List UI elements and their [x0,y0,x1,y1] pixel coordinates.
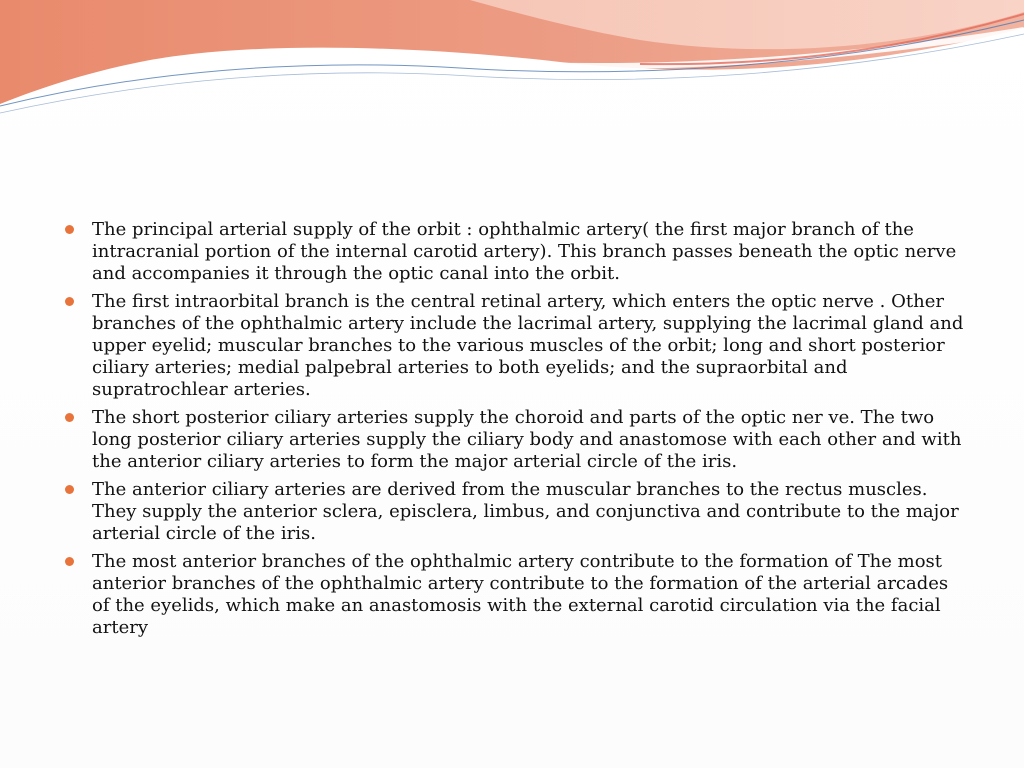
bullet-item [62,219,967,285]
bullet-text: The first intraorbital branch is the central retinal artery, which enters the optic nerve . Other branches of the ophthalmic artery include the lacrimal artery, supplying the lacrimal gland and upper eyelid; muscular branches to the various muscles of the orbit; long and short posterior ciliary arteries; medial palpebral arteries to both eyelids; and the supraorbital and supratrochlear arteries. [92,291,964,400]
bullet-dot-icon [65,557,74,566]
bullet-text: The principal arterial supply of the orbit : ophthalmic artery( the first major branch of the intracranial portion of the internal carotid artery). This branch passes beneath the optic nerve and accompanies it through the optic canal into the orbit. [92,219,957,284]
header-wave-decoration [0,0,1024,130]
bullet-dot-icon [65,297,74,306]
bullet-item [62,291,967,401]
bullet-item [62,551,967,639]
bullet-list [62,219,967,639]
bullet-text: The anterior ciliary arteries are derived from the muscular branches to the rectus muscles. They supply the anterior sclera, episclera, limbus, and conjunctiva and contribute to the major arterial circle of the iris. [92,479,959,544]
slide-content [62,219,967,645]
bullet-dot-icon [65,485,74,494]
bullet-item [62,407,967,473]
bullet-text: The most anterior branches of the ophthalmic artery contribute to the formation of The most anterior branches of the ophthalmic artery contribute to the formation of the arterial arcades of the eyelids, which make an anastomosis with the external carotid circulation via the facial artery [92,551,949,638]
bullet-text: The short posterior ciliary arteries supply the choroid and parts of the optic ner ve. The two long posterior ciliary arteries supply the ciliary body and anastomose with each other and with the anterior ciliary arteries to form the major arterial circle of the iris. [92,407,962,472]
bullet-item [62,479,967,545]
bullet-dot-icon [65,413,74,422]
bullet-dot-icon [65,225,74,234]
